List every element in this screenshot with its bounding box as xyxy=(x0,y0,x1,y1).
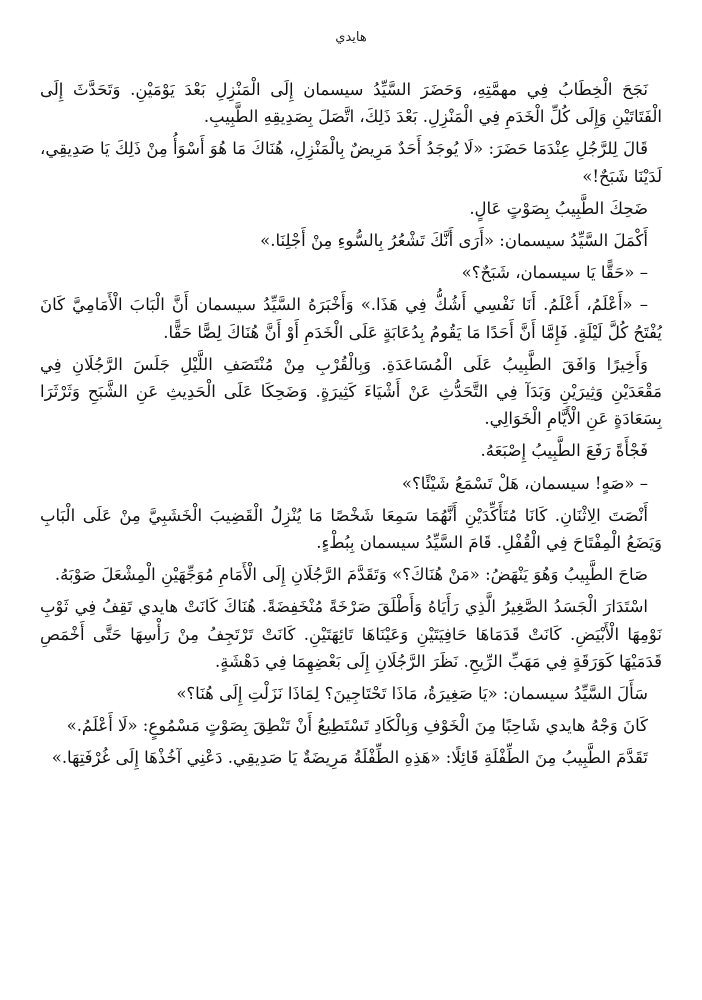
paragraph: صَاحَ الطَّبِيبُ وَهُوَ يَنْهَضُ: «مَنْ هُنَاكَ؟» وَتَقَدَّمَ الرَّجُلَانِ إِلَى الْأَمَامِ مُوَجِّهَيْنِ الْمِشْعَلَ صَوْبَهُ. xyxy=(54,565,648,585)
paragraph: كَانَ وَجْهُ هايدي شَاحِبًا مِنَ الْخَوْفِ وَبِالْكَادِ تَسْتَطِيعُ أَنْ تَنْطِقَ بِصَوْتٍ مَسْمُوعٍ: «لَا أَعْلَمُ.» xyxy=(66,716,648,736)
dialog-line: – «أَعْلَمُ، أَعْلَمُ. أَنَا نَفْسِي أَشُكُّ فِي هَذَا.» وَأَخْبَرَهُ السَّيِّدُ سيسمان أَنَّ الْبَابَ الْأَمَامِيَّ كَانَ يُفْتَحُ كُلَّ لَيْلَةٍ. فَإِمَّا أَنَّ أَحَدًا مَا يَقُومُ بِدُعَابَةٍ عَلَى الْخَدَمِ أَوْ أَنَّ هُنَاكَ لِصًّا حَقًّا. xyxy=(40,295,662,342)
paragraph: سَأَلَ السَّيِّدُ سيسمان: «يَا صَغِيرَةُ، مَاذَا تَحْتَاجِينَ؟ لِمَاذَا نَزَلْتِ إِلَى هُنَا؟» xyxy=(176,684,648,704)
dialog-line: – «حَقًّا يَا سيسمان، شَبَحٌ؟» xyxy=(461,263,648,283)
paragraph: ضَحِكَ الطَّبِيبُ بِصَوْتٍ عَالٍ. xyxy=(469,198,648,218)
paragraph: فَجْأَةً رَفَعَ الطَّبِيبُ إِصْبَعَهُ. xyxy=(480,441,648,461)
paragraph: أَنْصَتَ الِاثْنَانِ. كَانَا مُتَأَكِّدَيْنِ أَنَّهُمَا سَمِعَا شَخْصًا مَا يُنْزِلُ الْقَضِيبَ الْخَشَبِيَّ مِنْ عَلَى الْبَابِ وَيَضَعُ الْمِفْتَاحَ فِي الْقُفْلِ. قَامَ السَّيِّدُ سيسمان بِبُطْءٍ. xyxy=(40,505,662,553)
paragraph: اسْتَدَارَ الْجَسَدُ الصَّغِيرُ الَّذِي رَأَيَاهُ وَأَطْلَقَ صَرْخَةً مُنْخَفِضَةً. هُنَاكَ كَانَتْ هايدي تَقِفُ فِي ثَوْبِ نَوْمِهَا الْأَبْيَضِ. كَانَتْ قَدَمَاهَا حَافِيَتَيْنِ وَعَيْنَاهَا تَائِهَتَيْنِ. كَانَتْ تَرْتَجِفُ مِنْ رَأْسِهَا حَتَّى أَخْمَصِ قَدَمَيْهَا كَوَرَقَةٍ فِي مَهَبِّ الرِّيحِ. نَظَرَ الرَّجُلَانِ إِلَى بَعْضِهِمَا فِي دَهْشَةٍ. xyxy=(40,597,662,671)
running-header: هايدي xyxy=(335,30,367,45)
paragraph: أَكْمَلَ السَّيِّدُ سيسمان: «أَرَى أَنَّكَ تَشْعُرُ بِالسُّوءِ مِنْ أَجْلِنَا.» xyxy=(260,231,648,251)
paragraph: وَأَخِيرًا وَافَقَ الطَّبِيبُ عَلَى الْمُسَاعَدَةِ. وَبِالْقُرْبِ مِنْ مُنْتَصَفِ اللَّيْلِ جَلَسَ الرَّجُلَانِ فِي مَقْعَدَيْنِ وَثِيرَيْنِ وَبَدَآ فِي التَّحَدُّثِ عَنْ أَشْيَاءَ كَثِيرَةٍ. وَضَحِكَا عَلَى الْحَدِيثِ عَنِ الشَّبَحِ وَثَرْثَرَا بِسَعَادَةٍ عَنِ الْأَيَّامِ الْخَوَالِي. xyxy=(40,354,662,429)
paragraph: نَجَحَ الْخِطَابُ فِي مهمَّتِهِ، وَحَضَرَ السَّيِّدُ سيسمان إِلَى الْمَنْزِلِ بَعْدَ يَوْمَيْنِ. وَتَحَدَّثَ إِلَى الْفَتَاتَيْنِ وَإِلَى كُلِّ الْخَدَمِ فِي الْمَنْزِلِ. بَعْدَ ذَلِكَ، اتَّصَلَ بِصَدِيقِهِ الطَّبِيبِ. xyxy=(40,80,662,127)
paragraph: تَقَدَّمَ الطَّبِيبُ مِنَ الطِّفْلَةِ قَائِلًا: «هَذِهِ الطِّفْلَةُ مَرِيضَةٌ يَا صَدِيقِي. دَعْنِي آخُذْهَا إِلَى غُرْفَتِهَا.» xyxy=(51,748,648,768)
paragraph: قَالَ لِلرَّجُلِ عِنْدَمَا حَضَرَ: «لَا يُوجَدُ أَحَدٌ مَرِيضٌ بِالْمَنْزِلِ، هُنَاكَ مَا هُوَ أَسْوَأُ مِنْ ذَلِكَ يَا صَدِيقِي، لَدَيْنَا شَبَحٌ!» xyxy=(40,139,662,186)
story-text xyxy=(40,76,662,777)
dialog-line: – «صَهٍ! سيسمان، هَلْ تَسْمَعُ شَيْئًا؟» xyxy=(401,473,648,493)
